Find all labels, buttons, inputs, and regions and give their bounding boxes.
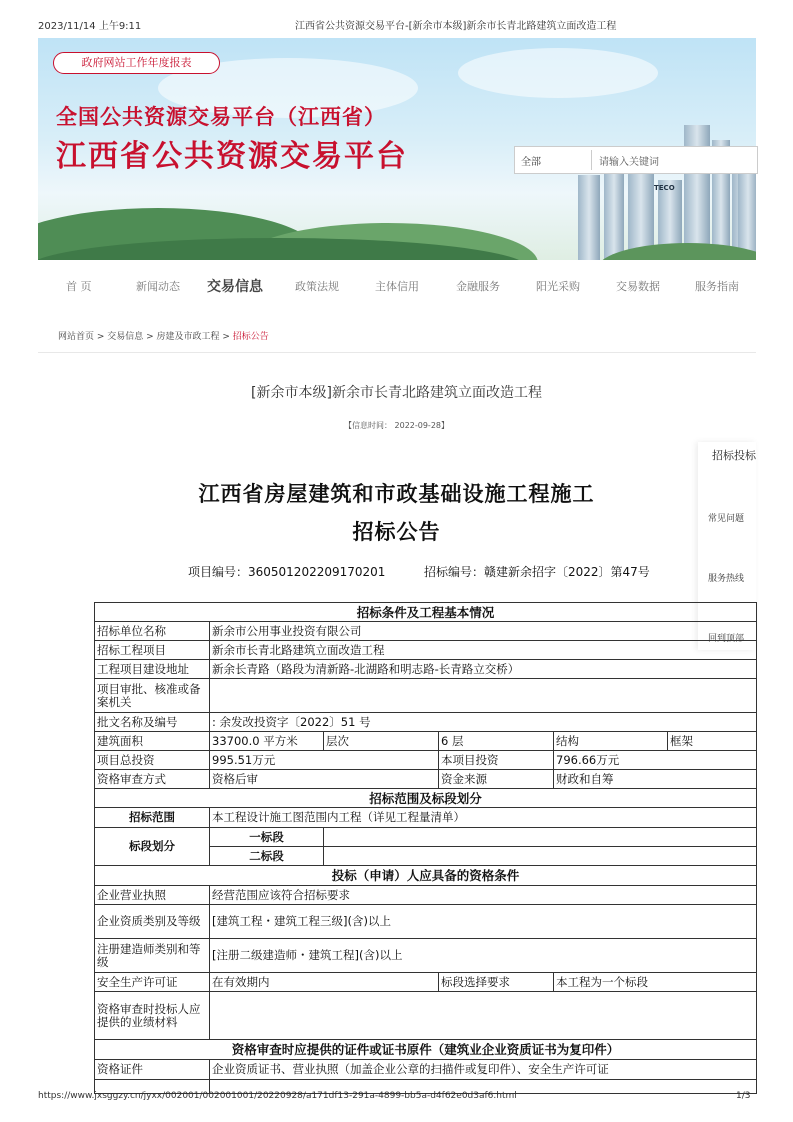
cell-value: 框架 bbox=[668, 732, 757, 751]
document-title-line2: 招标公告 bbox=[352, 519, 441, 544]
section-header: 资格审查时应提供的证件或证书原件（建筑业企业资质证书为复印件） bbox=[95, 1040, 757, 1060]
cell-label: 项目审批、核准或备案机关 bbox=[95, 679, 210, 713]
cell-label: 安全生产许可证 bbox=[95, 973, 210, 992]
cell-label: 工程项目建设地址 bbox=[95, 660, 210, 679]
print-page-number: 1/3 bbox=[736, 1091, 751, 1101]
cell-value: [建筑工程・建筑工程三级](含)以上 bbox=[210, 905, 757, 939]
cell-value bbox=[210, 992, 757, 1040]
cell-label: 批文名称及编号 bbox=[95, 713, 210, 732]
print-datetime: 2023/11/14 上午9:11 bbox=[38, 21, 142, 32]
lot-name: 一标段 bbox=[210, 828, 324, 847]
bid-info-table bbox=[94, 602, 757, 1094]
breadcrumb bbox=[58, 329, 269, 342]
cell-value bbox=[324, 828, 757, 847]
cell-value: 新余市长青北路建筑立面改造工程 bbox=[210, 641, 757, 660]
print-url: https://www.jxsggzy.cn/jyxx/002001/002001001/20220928/a171df13-291a-4899-bb5a-d4f62e0d3af6.html bbox=[38, 1091, 517, 1101]
section-header: 招标范围及标段划分 bbox=[95, 789, 757, 808]
nav-item-procurement[interactable]: 阳光采购 bbox=[536, 280, 580, 293]
bid-number: 招标编号：赣建新余招字〔2022〕第47号 bbox=[424, 565, 650, 579]
cell-label: 资金来源 bbox=[439, 770, 554, 789]
cell-label: 资格审查方式 bbox=[95, 770, 210, 789]
cell-label: 本项目投资 bbox=[439, 751, 554, 770]
cell-value: 本工程设计施工图范围内工程（详见工程量清单） bbox=[210, 808, 757, 828]
cell-value: 经营范围应该符合招标要求 bbox=[210, 886, 757, 905]
cell-value: 6 层 bbox=[439, 732, 554, 751]
section-header: 招标条件及工程基本情况 bbox=[95, 603, 757, 622]
building-sign: TECO bbox=[654, 184, 675, 192]
cell-label: 企业资质类别及等级 bbox=[95, 905, 210, 939]
cell-value: : 余发改投资字〔2022〕51 号 bbox=[210, 713, 757, 732]
cell-value: 796.66万元 bbox=[554, 751, 757, 770]
lot-name: 二标段 bbox=[210, 847, 324, 866]
cell-value: 995.51万元 bbox=[210, 751, 439, 770]
breadcrumb-path[interactable]: 网站首页 > 交易信息 > 房建及市政工程 > bbox=[58, 332, 233, 342]
cell-label: 结构 bbox=[554, 732, 668, 751]
annual-report-button[interactable]: 政府网站工作年度报表 bbox=[53, 52, 220, 74]
cell-label: 资格证件 bbox=[95, 1060, 210, 1080]
section-header: 投标（申请）人应具备的资格条件 bbox=[95, 866, 757, 886]
cell-label: 项目总投资 bbox=[95, 751, 210, 770]
cell-value: 新余长青路（路段为清新路-北湖路和明志路-长青路立交桥） bbox=[210, 660, 757, 679]
nav-item-home[interactable]: 首 页 bbox=[66, 280, 92, 293]
cell-label: 注册建造师类别和等级 bbox=[95, 939, 210, 973]
cell-value bbox=[324, 847, 757, 866]
divider bbox=[38, 352, 756, 353]
cell-label: 标段选择要求 bbox=[439, 973, 554, 992]
sidebar-item-faq[interactable]: 常见问题 bbox=[708, 514, 745, 524]
nav-item-news[interactable]: 新闻动态 bbox=[136, 280, 180, 293]
cell-label: 招标范围 bbox=[95, 808, 210, 828]
sidebar-header[interactable]: 招标投标 bbox=[712, 449, 756, 462]
cell-value: 在有效期内 bbox=[210, 973, 439, 992]
nav-item-finance[interactable]: 金融服务 bbox=[456, 280, 500, 293]
project-number: 项目编号：360501202209170201 bbox=[188, 565, 386, 579]
search-input[interactable]: 请输入关键词 bbox=[599, 157, 659, 168]
cell-value: [注册二级建造师・建筑工程](含)以上 bbox=[210, 939, 757, 973]
cell-value: 企业资质证书、营业执照（加盖企业公章的扫描件或复印件）、安全生产许可证 bbox=[210, 1060, 757, 1080]
cell-value bbox=[210, 679, 757, 713]
nav-item-guide[interactable]: 服务指南 bbox=[695, 280, 739, 293]
cell-label: 企业营业执照 bbox=[95, 886, 210, 905]
breadcrumb-current: 招标公告 bbox=[232, 332, 269, 342]
site-subtitle: 全国公共资源交易平台（江西省） bbox=[56, 105, 386, 129]
nav-item-data[interactable]: 交易数据 bbox=[616, 280, 660, 293]
cell-value: 本工程为一个标段 bbox=[554, 973, 757, 992]
nav-item-policy[interactable]: 政策法规 bbox=[295, 280, 339, 293]
page-title: [新余市本级]新余市长青北路建筑立面改造工程 bbox=[251, 385, 542, 401]
cell-value: 资格后审 bbox=[210, 770, 439, 789]
search-category-select[interactable]: 全部 bbox=[521, 157, 541, 168]
search-box[interactable] bbox=[514, 146, 758, 174]
cell-label: 标段划分 bbox=[95, 828, 210, 866]
site-title: 江西省公共资源交易平台 bbox=[56, 139, 408, 174]
publish-date: 【信息时间： 2022-09-28】 bbox=[343, 421, 450, 430]
search-separator bbox=[591, 150, 592, 170]
cell-label: 资格审查时投标人应提供的业绩材料 bbox=[95, 992, 210, 1040]
print-doc-title: 江西省公共资源交易平台-[新余市本级]新余市长青北路建筑立面改造工程 bbox=[295, 21, 617, 32]
cell-value: 财政和自筹 bbox=[554, 770, 757, 789]
cell-label: 建筑面积 bbox=[95, 732, 210, 751]
document-title-line1: 江西省房屋建筑和市政基础设施工程施工 bbox=[198, 481, 595, 506]
sidebar-item-hotline[interactable]: 服务热线 bbox=[708, 574, 745, 584]
nav-item-trading[interactable]: 交易信息 bbox=[207, 279, 263, 295]
cell-label: 层次 bbox=[324, 732, 439, 751]
cell-label: 招标工程项目 bbox=[95, 641, 210, 660]
sidebar-item-back-to-top[interactable]: 回到顶部 bbox=[708, 634, 745, 644]
main-nav bbox=[38, 270, 756, 302]
cell-label: 招标单位名称 bbox=[95, 622, 210, 641]
nav-item-credit[interactable]: 主体信用 bbox=[375, 280, 419, 293]
cell-value: 33700.0 平方米 bbox=[210, 732, 324, 751]
cell-value: 新余市公用事业投资有限公司 bbox=[210, 622, 757, 641]
